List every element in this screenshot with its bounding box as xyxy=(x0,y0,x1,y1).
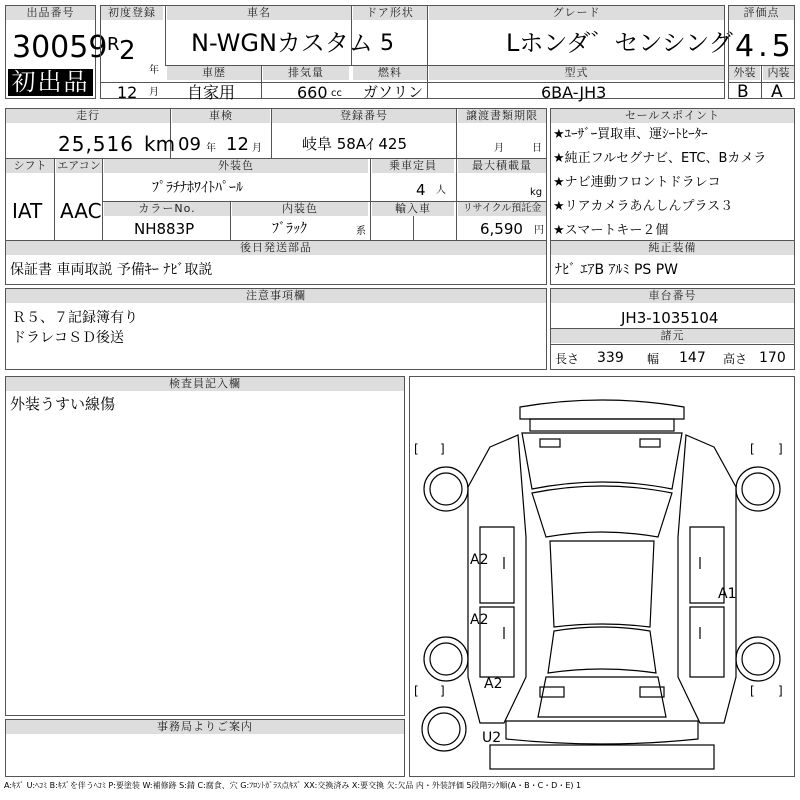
sales-point-item: ★スマートキー２個 xyxy=(553,223,669,238)
color-no-value: NH883P xyxy=(134,220,195,238)
sales-point-item: ★純正フルセグナビ、ETC、Bカメラ xyxy=(553,151,767,166)
doors-label: ドア形状 xyxy=(353,6,427,20)
notes-line: Ｒ５、７記録簿有り xyxy=(12,310,138,326)
grade-label: グレード xyxy=(429,6,724,20)
first-reg-label: 初度登録 xyxy=(101,6,163,20)
inspection-year: 09 xyxy=(178,134,201,155)
bracket-mark: [ xyxy=(750,684,755,698)
sales-point-item: ★リアカメラあんしんプラス３ xyxy=(553,199,734,214)
specs-height-label: 高さ xyxy=(723,352,748,366)
capacity-unit: 人 xyxy=(436,185,446,196)
capacity-label: 乗車定員 xyxy=(372,159,454,173)
fuel-value: ガソリン xyxy=(363,83,424,101)
inspector-box xyxy=(5,376,405,716)
mileage-label: 走行 xyxy=(6,109,170,123)
bracket-mark: ] xyxy=(440,684,445,698)
interior-color-suffix: 系 xyxy=(356,226,366,237)
sales-points-label: セールスポイント xyxy=(551,109,794,123)
plate-value: 岐阜 58Aｲ 425 xyxy=(302,135,408,153)
notes-box xyxy=(5,288,547,370)
equipment-label: 純正装備 xyxy=(551,241,794,255)
model-code-label: 型式 xyxy=(429,66,724,80)
first-reg-month: 12 xyxy=(117,83,138,102)
interior-color-label: 内装色 xyxy=(232,202,368,216)
history-label: 車歴 xyxy=(167,66,261,80)
capacity-value: 4 xyxy=(416,181,426,199)
score-label: 評価点 xyxy=(729,6,794,20)
bracket-mark: ] xyxy=(440,442,445,456)
plate-label: 登録番号 xyxy=(272,109,456,123)
bracket-mark: ] xyxy=(778,442,783,456)
sales-point-item: ★ﾕｰｻﾞｰ買取車、運ｼｰﾄﾋｰﾀｰ xyxy=(553,127,708,142)
model-name: N-WGNカスタム xyxy=(191,29,373,57)
shift-value: IAT xyxy=(12,199,43,223)
import-label: 輸入車 xyxy=(372,202,454,216)
notes-line: ドラレコＳＤ後送 xyxy=(12,330,124,346)
vehicle-header-grid xyxy=(100,5,733,102)
score-box xyxy=(728,5,795,102)
doors-value: 5 xyxy=(380,31,394,56)
damage-mark: A2 xyxy=(470,612,489,628)
displacement-label: 排気量 xyxy=(263,66,349,80)
later-parts-label: 後日発送部品 xyxy=(6,241,546,255)
specs-length: 339 xyxy=(597,350,624,366)
chassis-label: 車台番号 xyxy=(551,289,794,303)
legend: A:ｷｽﾞ U:ﾍｺﾐ B:ｷｽﾞを伴うﾍｺﾐ P:要塗装 W:補修跡 S:錆 C:腐食、穴 G:ﾌﾛﾝﾄｶﾞﾗｽ点ｷｽﾞ XX:交換済み X:要交換 欠:欠品 内・外装評価 5段階ﾗﾝｸ順(A・B・C・D・E) 1 xyxy=(4,781,582,790)
color-no-label: カラーNo. xyxy=(104,202,230,216)
bracket-mark: ] xyxy=(778,684,783,698)
aircon-value: AAC xyxy=(60,199,102,223)
score-int-value: A xyxy=(771,82,783,102)
fuel-label: 燃料 xyxy=(353,66,427,80)
first-reg-year: 2 xyxy=(119,36,136,66)
first-reg-month-unit: 月 xyxy=(149,87,159,98)
aircon-label: エアコン xyxy=(57,159,101,172)
specs-height: 170 xyxy=(759,350,786,366)
history-value: 自家用 xyxy=(187,83,236,102)
recycle-label: リサイクル預託金 xyxy=(458,202,546,216)
damage-mark: A2 xyxy=(470,552,489,568)
max-load-label: 最大積載量 xyxy=(458,159,546,173)
mileage-value: 25,516 xyxy=(58,132,134,156)
transfer-day-unit: 日 xyxy=(532,143,542,154)
sales-point-item: ★ナビ連動フロントドラレコ xyxy=(553,175,721,190)
displacement-value: 660 xyxy=(297,83,328,102)
grade-value: Lホンダ゛センシング xyxy=(506,29,733,57)
mileage-unit: km xyxy=(144,132,176,156)
sales-points-box xyxy=(550,108,795,285)
damage-mark: A2 xyxy=(484,676,503,692)
score-ext-value: B xyxy=(737,82,749,102)
transfer-label: 譲渡書類期限 xyxy=(458,109,546,123)
max-load-unit: kg xyxy=(530,187,543,198)
damage-mark: U2 xyxy=(482,730,502,746)
damage-mark: A1 xyxy=(718,586,737,602)
bracket-mark: [ xyxy=(414,442,419,456)
first-listing-badge: 初出品 xyxy=(8,69,93,96)
bracket-mark: [ xyxy=(414,684,419,698)
lot-number: 30059 xyxy=(12,30,108,65)
office-box xyxy=(5,719,405,777)
score-ext-label: 外装 xyxy=(729,66,760,80)
model-code-value: 6BA-JH3 xyxy=(541,83,607,102)
chassis-box xyxy=(550,288,795,370)
bracket-mark: [ xyxy=(750,442,755,456)
specs-length-label: 長さ xyxy=(555,352,580,366)
lot-box xyxy=(5,5,108,99)
score-value: 4.5 xyxy=(735,29,795,64)
exterior-color-value: ﾌﾟﾗﾁﾅﾎﾜｲﾄﾊﾟｰﾙ xyxy=(152,180,243,196)
car-outline-diagram xyxy=(410,377,794,776)
damage-diagram xyxy=(409,376,795,777)
inspection-year-unit: 年 xyxy=(206,143,216,154)
later-parts-value: 保証書 車両取説 予備ｷｰ ﾅﾋﾞ取説 xyxy=(10,262,213,278)
displacement-unit: cc xyxy=(331,88,342,99)
equipment-value: ﾅﾋﾞ ｴｱB ｱﾙﾐ PS PW xyxy=(555,262,679,278)
exterior-color-label: 外装色 xyxy=(104,159,368,173)
chassis-value: JH3-1035104 xyxy=(621,309,719,327)
first-reg-era: R xyxy=(107,34,120,55)
vehicle-detail-grid xyxy=(5,108,547,285)
first-reg-year-unit: 年 xyxy=(149,65,159,76)
recycle-unit: 円 xyxy=(534,225,544,236)
model-name-label: 車名 xyxy=(167,6,351,20)
specs-label: 諸元 xyxy=(551,329,794,343)
specs-width-label: 幅 xyxy=(647,352,660,366)
interior-color-value: ﾌﾞﾗｯｸ xyxy=(272,221,307,237)
office-label: 事務局よりご案内 xyxy=(6,720,404,734)
inspector-text: 外装うすい線傷 xyxy=(10,395,116,413)
shift-label: シフト xyxy=(6,159,54,173)
notes-label: 注意事項欄 xyxy=(6,289,546,303)
recycle-value: 6,590 xyxy=(480,220,523,238)
inspection-month-unit: 月 xyxy=(252,143,262,154)
inspector-label: 検査員記入欄 xyxy=(6,377,404,391)
inspection-label: 車検 xyxy=(172,109,270,123)
transfer-month-unit: 月 xyxy=(494,143,504,154)
lot-label: 出品番号 xyxy=(6,6,95,20)
specs-width: 147 xyxy=(679,350,706,366)
inspection-month: 12 xyxy=(226,134,249,155)
score-int-label: 内装 xyxy=(763,66,794,80)
